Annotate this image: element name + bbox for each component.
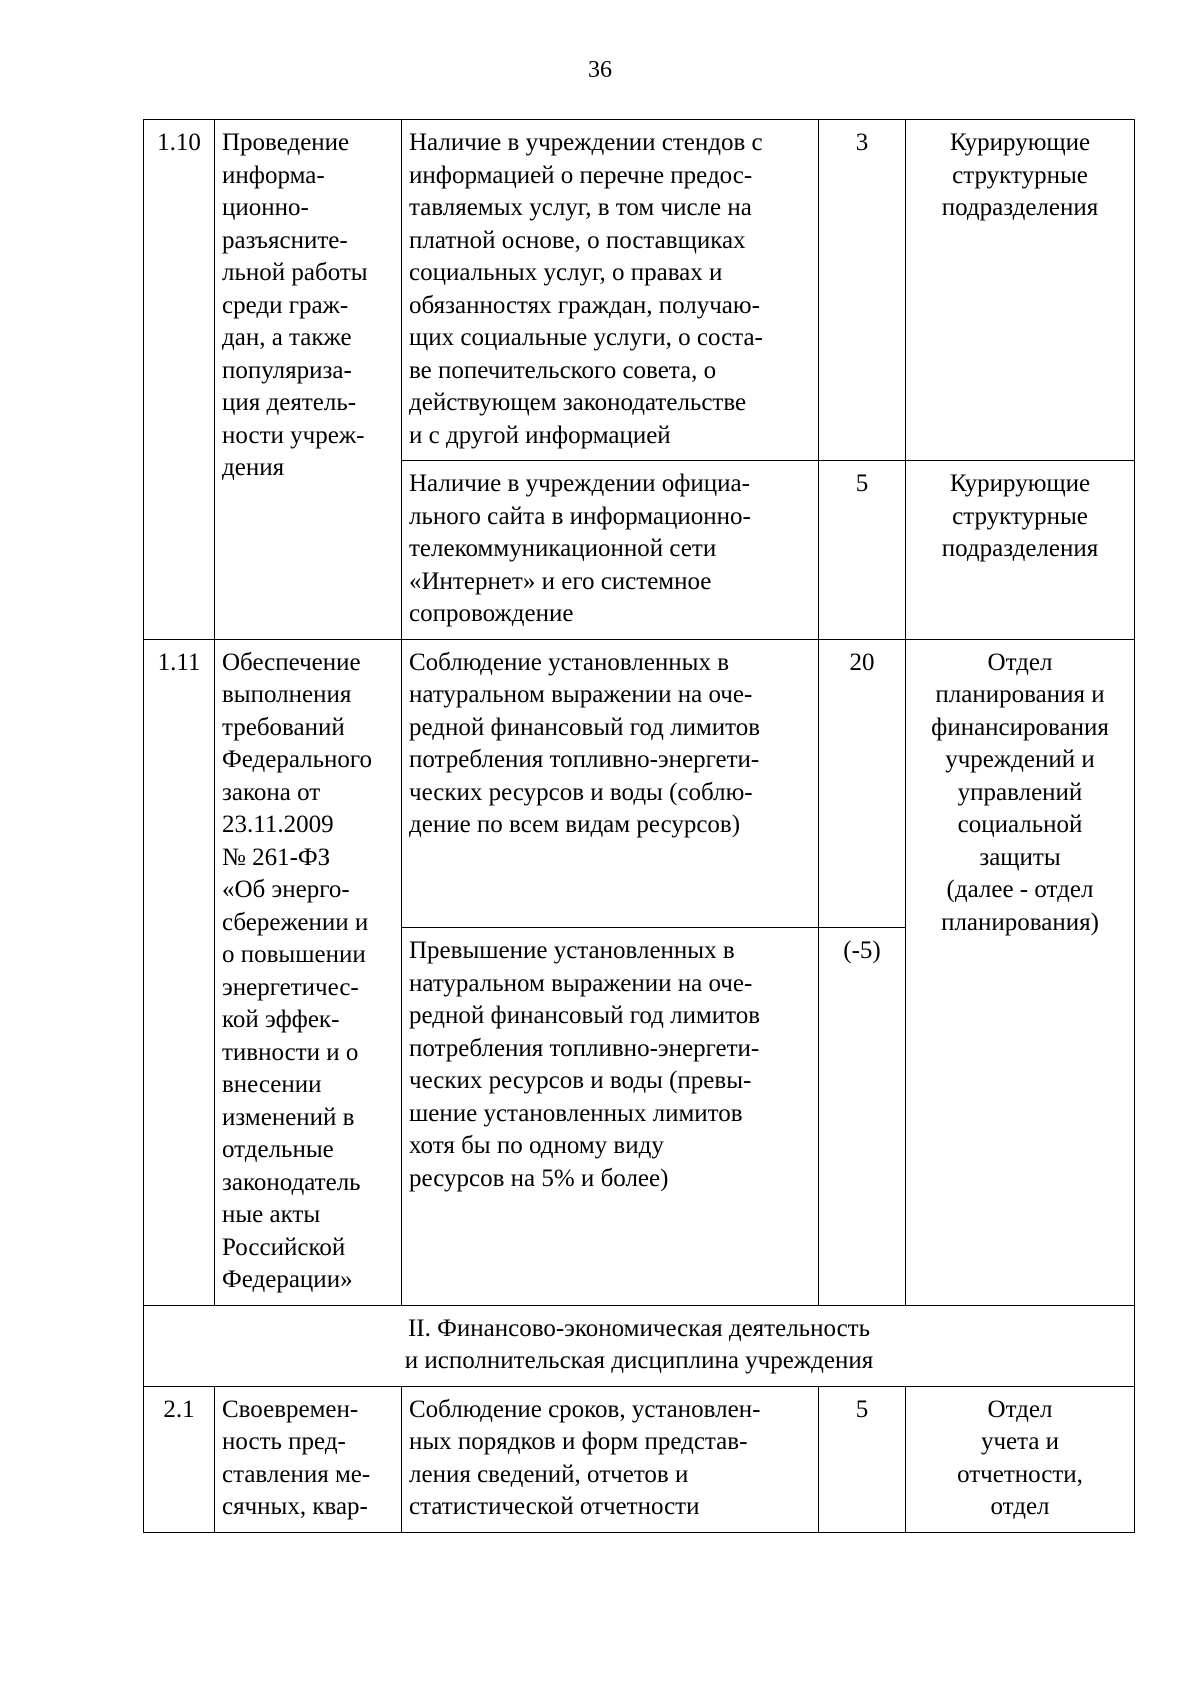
responsible-unit: Курирующие структурные подразделения [906, 120, 1135, 461]
row-number: 1.10 [144, 120, 215, 640]
points-value: 20 [819, 639, 906, 928]
table-row [144, 120, 1135, 461]
responsible-unit: Отдел планирования и финансирования учреждений и управлений социальной защиты (далее - отдел планирования) [906, 639, 1135, 1305]
table-row [144, 639, 1135, 928]
page-number: 36 [588, 57, 612, 83]
points-value: 5 [819, 461, 906, 640]
points-value: (-5) [819, 928, 906, 1305]
points-value: 5 [819, 1386, 906, 1532]
criteria-table [143, 119, 1135, 1533]
indicator-name: Обеспечение выполнения требований Федерального закона от 23.11.2009 № 261-ФЗ «Об энерго- сбережении и о повышении энергетичес- кой эффек- тивности и о внесении изменений в отдельные законодатель ные акты Российской Федерации» [215, 639, 402, 1305]
criterion-text: Соблюдение сроков, установлен- ных порядков и форм представ- ления сведений, отчетов и статистической отчетности [402, 1386, 819, 1532]
section-heading: II. Финансово-экономическая деятельность и исполнительская дисциплина учреждения [144, 1305, 1135, 1386]
responsible-unit: Отдел учета и отчетности, отдел [906, 1386, 1135, 1532]
criterion-text: Превышение установленных в натуральном выражении на оче- редной финансовый год лимитов потребления топливно-энергети- ческих ресурсов и воды (превы- шение установленных лимитов хотя бы по одному виду ресурсов на 5% и более) [402, 928, 819, 1305]
row-number: 2.1 [144, 1386, 215, 1532]
responsible-unit: Курирующие структурные подразделения [906, 461, 1135, 640]
section-row [144, 1305, 1135, 1386]
row-number: 1.11 [144, 639, 215, 1305]
indicator-name: Проведение информа- ционно- разъясните- льной работы среди граж- дан, а также популяриза- ция деятель- ности учреж- дения [215, 120, 402, 640]
points-value: 3 [819, 120, 906, 461]
criterion-text: Наличие в учреждении официа- льного сайта в информационно- телекоммуникационной сети «Интернет» и его системное сопровождение [402, 461, 819, 640]
table-row [144, 1386, 1135, 1532]
indicator-name: Своевремен- ность пред- ставления ме- сячных, квар- [215, 1386, 402, 1532]
criterion-text: Наличие в учреждении стендов с информацией о перечне предос- тавляемых услуг, в том числе на платной основе, о поставщиках социальных услуг, о правах и обязанностях граждан, получаю- щих социальные услуги, о соста- ве попечительского совета, о действующем законодательстве и с другой информацией [402, 120, 819, 461]
criterion-text: Соблюдение установленных в натуральном выражении на оче- редной финансовый год лимитов потребления топливно-энергети- ческих ресурсов и воды (соблю- дение по всем видам ресурсов) [402, 639, 819, 928]
